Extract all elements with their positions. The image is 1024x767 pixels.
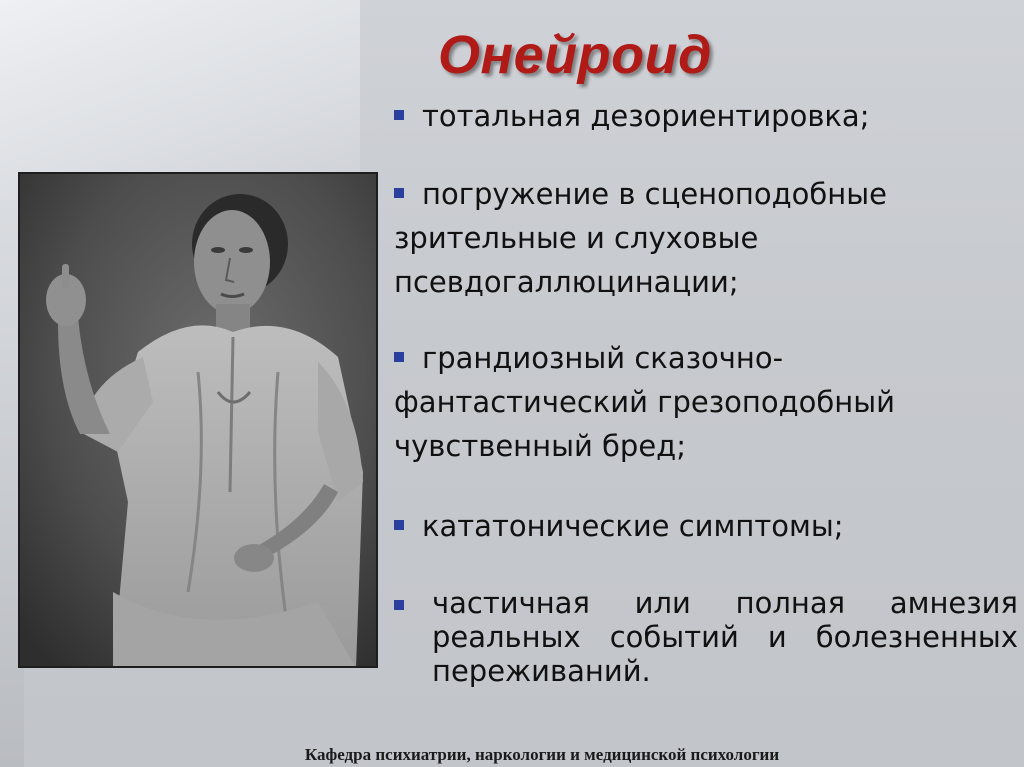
square-bullet-icon (394, 520, 404, 530)
bullet-text: псевдогаллюцинации; (394, 265, 739, 299)
list-item (394, 336, 895, 468)
photo (18, 172, 378, 668)
bullet-text: чувственный бред; (394, 429, 686, 463)
bullet-text: грандиозный сказочно- (422, 341, 784, 375)
bullet-text: кататонические симптомы; (422, 509, 844, 543)
bullet-text: тотальная дезориентировка; (422, 99, 870, 133)
bullet-text: реальных событий и болезненных (432, 620, 1018, 654)
bullet-text: переживаний. (432, 654, 651, 688)
list-item (394, 172, 887, 304)
bullet-text: фантастический грезоподобный (394, 385, 895, 419)
list-item (394, 586, 1018, 688)
photo-woman-gesturing (18, 172, 378, 668)
bullet-text: погружение в сценоподобные (422, 177, 887, 211)
square-bullet-icon (394, 600, 404, 610)
square-bullet-icon (394, 188, 404, 198)
list-item (394, 504, 844, 548)
bullet-text: частичная или полная амнезия (432, 586, 1018, 620)
footer-department: Кафедра психиатрии, наркологии и медицинской психологии (304, 745, 780, 764)
square-bullet-icon (394, 110, 404, 120)
bullet-text: зрительные и слуховые (394, 221, 759, 255)
square-bullet-icon (394, 352, 404, 362)
list-item (394, 94, 869, 138)
slide-title: Онейроид (438, 25, 712, 85)
